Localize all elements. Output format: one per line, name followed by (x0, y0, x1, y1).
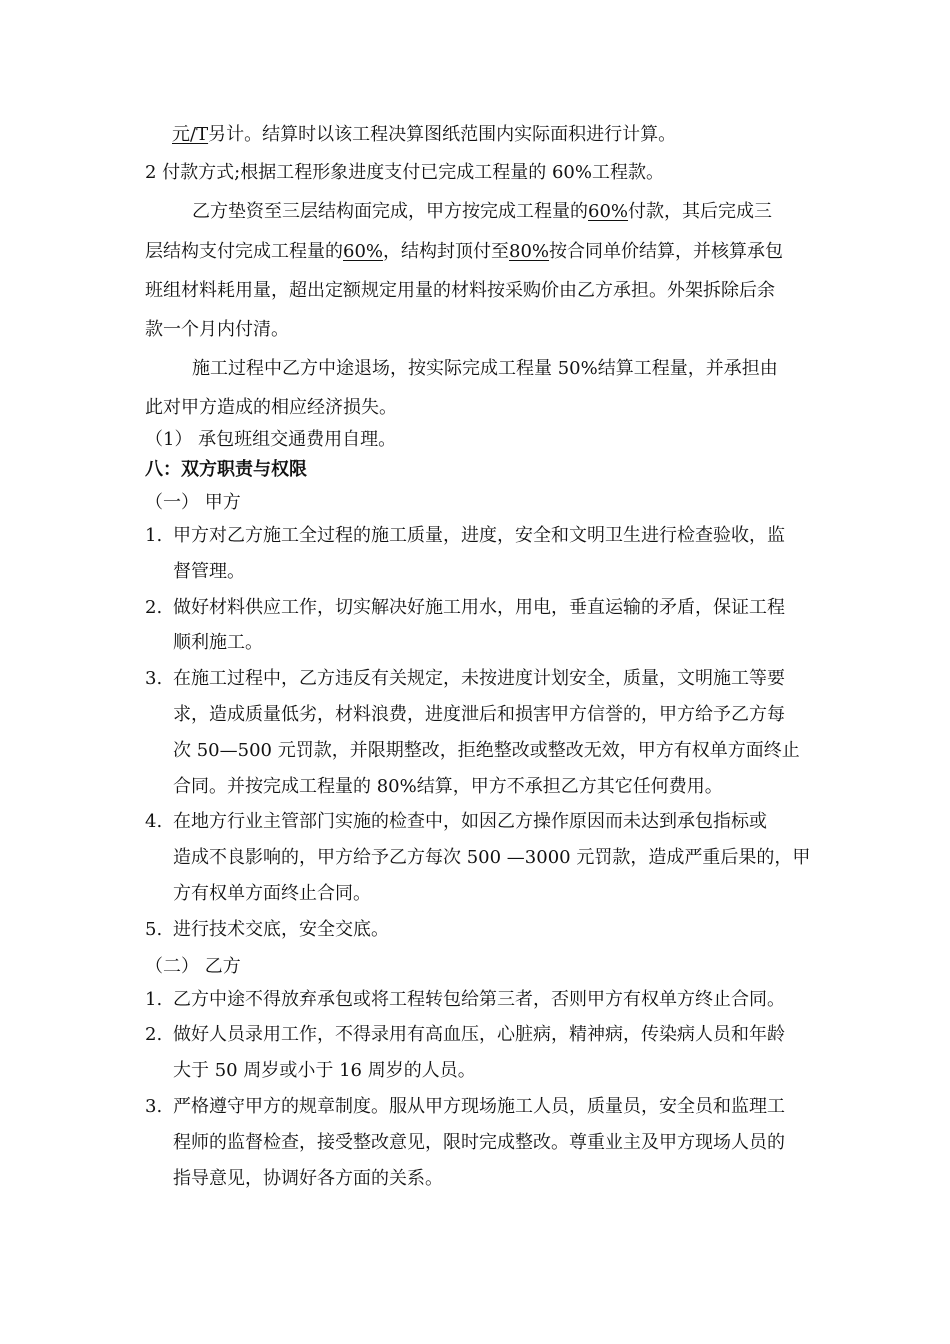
withdrawal-para-line-2: 此对甲方造成的相应经济损失。 (145, 397, 397, 418)
advance-text-a: 乙方垫资至三层结构面完成，甲方按完成工程量的 (192, 201, 588, 222)
list-item-line: 大于 50 周岁或小于 16 周岁的人员。 (173, 1060, 476, 1081)
list-item-line: 严格遵守甲方的规章制度。服从甲方现场施工人员，质量员，安全员和监理工 (173, 1096, 785, 1117)
list-item-line: 顺利施工。 (173, 632, 263, 653)
list-item-line: 合同。并按完成工程量的 80%结算，甲方不承担乙方其它任何费用。 (173, 776, 723, 797)
unit-text: 元/T (172, 124, 209, 145)
list-item-line: 次 50—500 元罚款，并限期整改，拒绝整改或整改无效，甲方有权单方面终止 (173, 740, 800, 761)
advance-text-c: 层结构支付完成工程量的 (145, 241, 343, 262)
list-item-line: 求，造成质量低劣，材料浪费，进度泄后和损害甲方信誉的，甲方给予乙方每 (173, 704, 785, 725)
advance-para-line-2 (145, 240, 783, 264)
list-item-number: 2. (145, 597, 163, 618)
list-item-line: 造成不良影响的，甲方给予乙方每次 500 —3000 元罚款，造成严重后果的，甲 (173, 847, 811, 868)
advance-text-e: 按合同单价结算，并核算承包 (549, 241, 784, 262)
payment-line-1 (172, 123, 676, 147)
list-item-number: 3. (145, 1096, 163, 1117)
section-8-title: 八：双方职责与权限 (145, 459, 307, 480)
advance-text-d: ，结构封顶付至 (383, 241, 510, 262)
payment-method-line: 2 付款方式;根据工程形象进度支付已完成工程量的 60%工程款。 (145, 162, 664, 183)
percent-60-a: 60% (588, 201, 629, 222)
percent-80: 80% (509, 241, 550, 262)
party-b-heading: （二） 乙方 (145, 956, 241, 977)
list-item-line: 做好人员录用工作，不得录用有高血压，心脏病，精神病，传染病人员和年龄 (173, 1024, 785, 1045)
list-item-line: 甲方对乙方施工全过程的施工质量，进度，安全和文明卫生进行检查验收，监 (173, 525, 785, 546)
withdrawal-para-line-1: 施工过程中乙方中途退场，按实际完成工程量 50%结算工程量，并承担由 (192, 358, 778, 379)
list-item-line: 程师的监督检查，接受整改意见，限时完成整改。尊重业主及甲方现场人员的 (173, 1132, 785, 1153)
list-item-number: 1. (145, 525, 163, 546)
list-item-number: 1. (145, 989, 163, 1010)
list-item-line: 方有权单方面终止合同。 (173, 883, 371, 904)
list-item-line: 乙方中途不得放弃承包或将工程转包给第三者，否则甲方有权单方终止合同。 (173, 989, 785, 1010)
transport-cost-item: （1） 承包班组交通费用自理。 (145, 429, 397, 450)
payment-line-1-rest: 另计。结算时以该工程决算图纸范围内实际面积进行计算。 (208, 124, 677, 145)
list-item-line: 在施工过程中，乙方违反有关规定，未按进度计划安全，质量，文明施工等要 (173, 668, 785, 689)
party-a-heading: （一） 甲方 (145, 492, 241, 513)
advance-text-b: 付款，其后完成三 (628, 201, 773, 222)
advance-para-line-1 (192, 200, 772, 224)
list-item-line: 在地方行业主管部门实施的检查中，如因乙方操作原因而未达到承包指标或 (173, 811, 767, 832)
advance-para-line-3: 班组材料耗用量，超出定额规定用量的材料按采购价由乙方承担。外架拆除后余 (145, 280, 775, 301)
list-item-line: 进行技术交底，安全交底。 (173, 919, 389, 940)
list-item-number: 5. (145, 919, 163, 940)
list-item-line: 做好材料供应工作，切实解决好施工用水，用电，垂直运输的矛盾，保证工程 (173, 597, 785, 618)
list-item-number: 3. (145, 668, 163, 689)
list-item-number: 2. (145, 1024, 163, 1045)
list-item-number: 4. (145, 811, 163, 832)
list-item-line: 督管理。 (173, 561, 245, 582)
percent-60-b: 60% (343, 241, 384, 262)
list-item-line: 指导意见，协调好各方面的关系。 (173, 1168, 443, 1189)
advance-para-line-4: 款一个月内付清。 (145, 319, 289, 340)
